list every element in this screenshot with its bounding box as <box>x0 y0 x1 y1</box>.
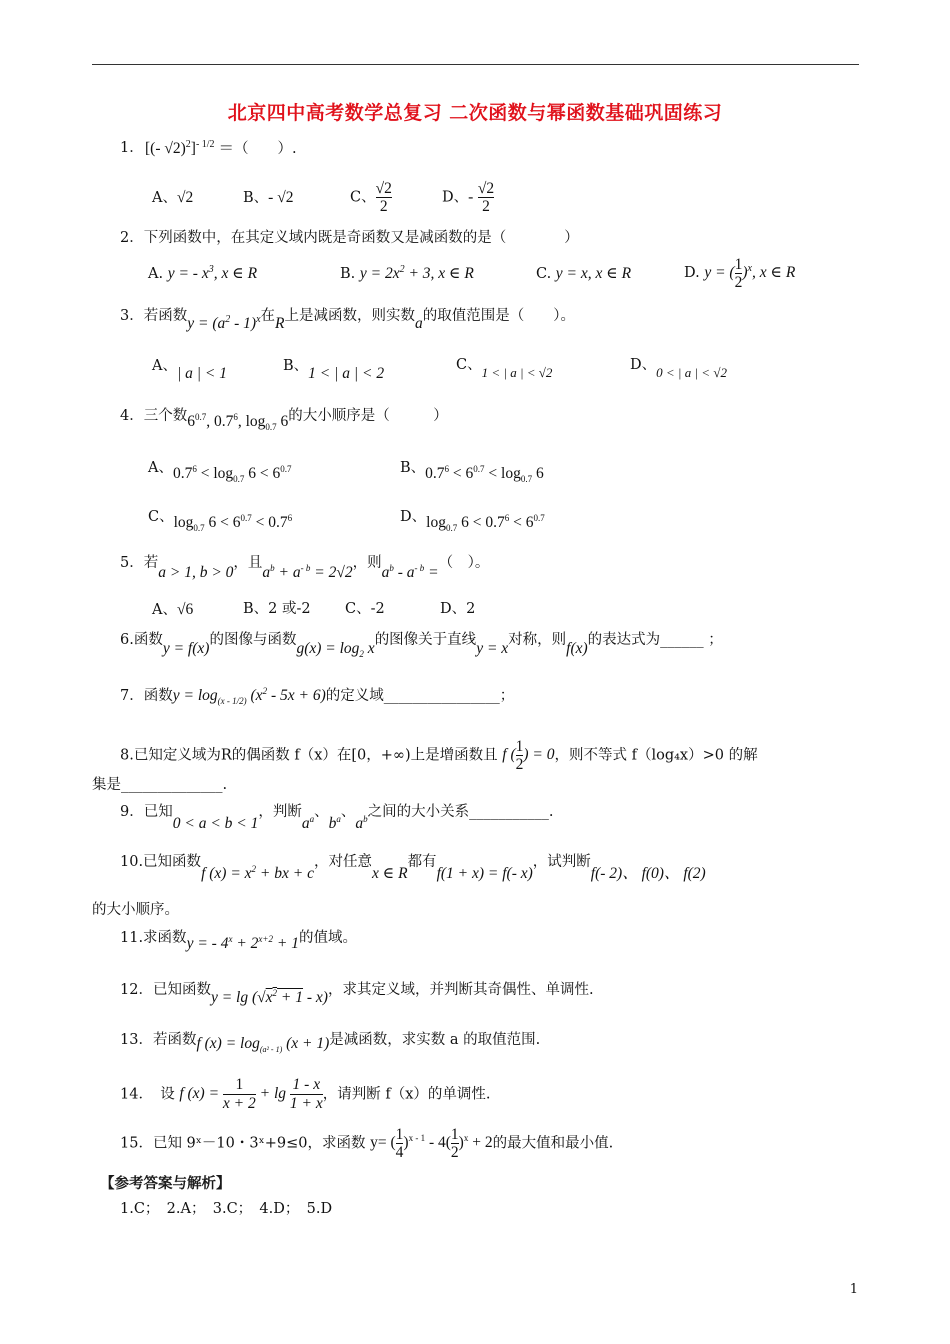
answers-heading: 【参考答案与解析】 <box>100 1176 231 1192</box>
q2-option-d: D. y = ( $\frac{1}{2}$ )$^x$, x ∈ R <box>684 256 796 292</box>
q15-text: 15．已知 9ˣ－10・3ˣ+9≤0，求函数 y= ( $\frac{1}{4}$ )$^{x - 1}$ - 4( $\frac{1}{2}$ )$^x$ + 2的最大值和最小值. <box>120 1126 614 1162</box>
q4-option-d: D、$\log_{0.7} 6 < 0.7^6 < 6^{0.7}$ <box>400 509 545 534</box>
q5-option-b: B、2 或-2 <box>243 601 311 617</box>
q4-expression: $6^{0.7}$, $0.7^6$, $\log_{0.7} 6$ <box>187 412 289 433</box>
q2-text: 2．下列函数中，在其定义域内既是奇函数又是减函数的是（ ） <box>120 230 579 246</box>
q13-text: 13．若函数f $(x) = \log_{(a^2 - 1)} (x + 1)$是减函数，求实数 a 的取值范围. <box>120 1032 541 1055</box>
q2-option-c: C. y = x, x ∈ R <box>536 265 632 282</box>
q2-option-b: B. $y = 2x^2 + 3$, x ∈ R <box>340 264 474 283</box>
q1-option-a: A、√2 <box>152 189 194 206</box>
q3-expression: $y = (a^2 - 1)^x$ <box>187 314 261 333</box>
q10-text: 10.已知函数f $(x) = x^2$ + bx + c，对任意x ∈ R都有f(1 + x) = f(- x)，试判断f(- 2)、 f(0)、 f(2) <box>120 854 706 883</box>
q3-option-d: D、0 < | a | < √2 <box>630 357 727 380</box>
q1-option-d: D、- $\frac{√2}{2}$ <box>442 180 495 216</box>
q5-option-d: D、2 <box>440 601 476 617</box>
page-title: 北京四中高考数学总复习 二次函数与幂函数基础巩固练习 <box>227 102 723 124</box>
q4-option-b: B、$0.7^6 < 6^{0.7} < \log_{0.7} 6$ <box>400 460 544 485</box>
q1-number: 1． <box>120 140 144 156</box>
top-rule <box>92 64 859 65</box>
q4-option-a: A、$0.7^6 < \log_{0.7} 6 < 6^{0.7}$ <box>148 460 292 485</box>
q8-line2: 集是______________. <box>92 777 228 793</box>
q4-text: 4．三个数$6^{0.7}$, $0.7^6$, $\log_{0.7} 6$的大小顺序是（ ） <box>120 408 448 433</box>
answers-line: 1.C； 2.A； 3.C； 4.D； 5.D <box>120 1201 333 1217</box>
q9-text: 9．已知0 < a < b < 1，判断$a^a$、$b^a$、$a^b$之间的大小关系___________. <box>120 804 554 833</box>
q3-option-c: C、1 < | a | < √2 <box>456 357 553 380</box>
q3-option-b: B、1 < | a | < 2 <box>283 358 385 382</box>
q8-line1: 8.已知定义域为R的偶函数 f（x）在[0，+∞)上是增函数且 f ( $\frac{1}{2}$ ) = 0，则不等式 f（log₄x）>0 的解 <box>120 738 758 774</box>
page-number: 1 <box>849 1282 858 1297</box>
q12-text: 12．已知函数$y = \lg (√x^2 + 1 - x)$，求其定义域，并判断其奇偶性、单调性. <box>120 982 594 1007</box>
q7-text: 7．函数$y = \log_{(x - 1/2)} (x^2 - 5x + 6)$的定义域________________； <box>120 686 515 707</box>
q5-option-c: C、-2 <box>345 601 385 617</box>
q2-option-a: A. y = - $x^3$, x ∈ R <box>148 264 258 283</box>
q3-option-a: A、| a | < 1 <box>152 358 227 382</box>
q6-text: 6.函数y = f(x)的图像与函数$g(x) = \log_2 x$的图像关于直线y = x对称，则f(x)的表达式为______ ； <box>120 632 723 660</box>
q11-text: 11.求函数y = - $4^x + 2^{x+2} + 1$的值域。 <box>120 930 357 953</box>
q5-option-a: A、√6 <box>152 601 194 618</box>
q1-option-c: C、 $\frac{√2}{2}$ <box>350 180 392 216</box>
q10-line2: 的大小顺序。 <box>92 902 179 918</box>
q3-text: 3．若函数$y = (a^2 - 1)^x$在R上是减函数，则实数a的取值范围是（ ）。 <box>120 308 575 333</box>
q4-option-c: C、$\log_{0.7} 6 < 6^{0.7} < 0.7^6$ <box>148 509 293 534</box>
q1-expression: [(- √2)$^2$]$^{- 1/2}$ ＝（ ）. <box>145 139 297 158</box>
q14-text: 14． 设 f (x) = $\frac{1}{x + 2}$ + lg $\frac{1 - x}{1 + x}$ ，请判断 f（x）的单调性. <box>120 1076 491 1112</box>
q1-option-b: B、- √2 <box>243 189 294 206</box>
q5-text: 5．若a > 1, b > 0，且$a^b + a^{- b} = 2√2$，则$a^b - a^{- b}$ =（ ）。 <box>120 555 490 582</box>
